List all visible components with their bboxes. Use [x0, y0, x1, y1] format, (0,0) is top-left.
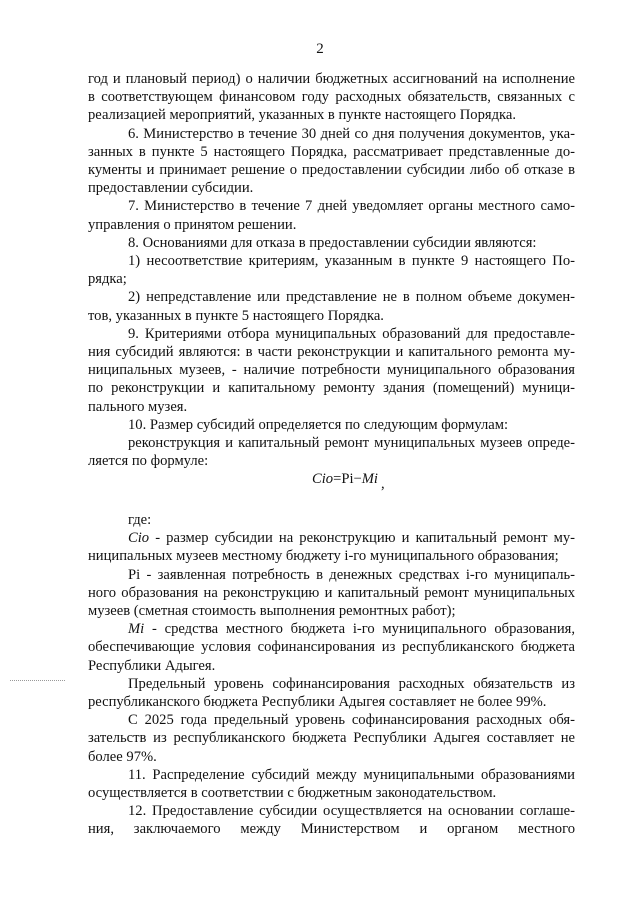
text-line: реконструкция и капитальный ремонт муниципальных музеев опреде- [128, 435, 575, 452]
text-line: занных в пункте 5 настоящего Порядка, рассматривает представленные до- [88, 143, 575, 160]
text-line: 7. Министерство в течение 7 дней уведомляет органы местного само- [128, 198, 575, 215]
text-line: 2) непредставление или представление не в полном объеме докумен- [128, 289, 575, 306]
symbol-cio: Cio [128, 530, 150, 547]
text-line: Mi - средства местного бюджета i-го муниципального образования, [128, 621, 575, 638]
text-line: Предельный уровень софинансирования расходных обязательств из [128, 675, 575, 692]
text-line: в соответствующем финансовом году расходных обязательств, связанных с [88, 89, 575, 106]
text-line: ниципальных музеев местному бюджету i-го муниципального образования; [88, 548, 559, 565]
text-line: 9. Критериями отбора муниципальных образований для предоставле- [128, 325, 575, 342]
text-line: Pi - заявленная потребность в денежных средствах i-го муниципаль- [128, 566, 575, 583]
text-line: рядка; [88, 271, 127, 288]
text-line: С 2025 года предельный уровень софинансирования расходных обя- [128, 712, 575, 729]
text-line: кументы и принимает решение о предоставлении субсидии либо об отказе в [88, 162, 575, 179]
text-line: ния субсидий являются: в части реконструкции и капитального ремонта му- [88, 344, 575, 361]
where-label: где: [128, 512, 152, 528]
formula-lhs: Cio [312, 471, 334, 487]
page-number: 2 [316, 41, 324, 57]
text-line: год и плановый период) о наличии бюджетных ассигнований на исполнение [88, 71, 575, 87]
text-line: управления о принятом решении. [88, 216, 297, 233]
text-line: 8. Основаниями для отказа в предоставлении субсидии являются: [128, 234, 537, 251]
text-line: 1) несоответствие критериям, указанным в пункте 9 настоящего По- [128, 253, 575, 270]
text-line: 12. Предоставление субсидии осуществляется на основании соглаше- [128, 803, 575, 820]
text-line: тов, указанных в пункте 5 настоящего Порядка. [88, 307, 384, 324]
formula-tail: , [380, 476, 385, 492]
text-line: Cio - размер субсидии на реконструкцию и капитальный ремонт му- [128, 530, 575, 547]
text-line: более 97%. [88, 748, 157, 765]
text-line: 11. Распределение субсидий между муниципальными образованиями [128, 766, 575, 783]
text-line: пального музея. [88, 398, 188, 415]
text-line: обеспечивающие условия софинансирования из республиканского бюджета [88, 639, 575, 656]
text-line: реализацией мероприятий, указанных в пункте настоящего Порядка. [88, 107, 517, 124]
text-line: ляется по формуле: [88, 453, 209, 470]
text-line: Республики Адыгея. [88, 657, 216, 674]
definitions [88, 511, 575, 839]
text-line: осуществляется в соответствии с бюджетным законодательством. [88, 785, 497, 802]
text-line: музеев (сметная стоимость выполнения ремонтных работ); [88, 603, 456, 620]
symbol-mi: Mi [128, 621, 145, 638]
text-line: 6. Министерство в течение 30 дней со дня получения документов, ука- [128, 125, 575, 142]
text-line: республиканского бюджета Республики Адыгея составляет не более 99%. [88, 694, 547, 711]
text-line: 10. Размер субсидий определяется по следующим формулам: [128, 416, 509, 433]
formula-eq: =Pi− [333, 471, 362, 487]
text-line: предоставлении субсидии. [88, 180, 254, 197]
margin-mark [10, 680, 65, 683]
text-line: зательств из республиканского бюджета Республики Адыгея составляет не [88, 730, 575, 747]
symbol-pi: Pi [128, 566, 141, 583]
formula [312, 471, 385, 492]
document-body [88, 70, 575, 470]
text-line: ния, заключаемого между Министерством и органом местного [88, 821, 575, 838]
text-line: по реконструкции и капитальному ремонту здания (помещений) муници- [88, 380, 575, 397]
text-line: ниципальных музеев, - наличие потребности муниципального образования [88, 362, 575, 379]
text-line: ного образования на реконструкцию и капитальный ремонт муниципальных [88, 584, 575, 601]
formula-rhs: Mi [361, 471, 378, 487]
